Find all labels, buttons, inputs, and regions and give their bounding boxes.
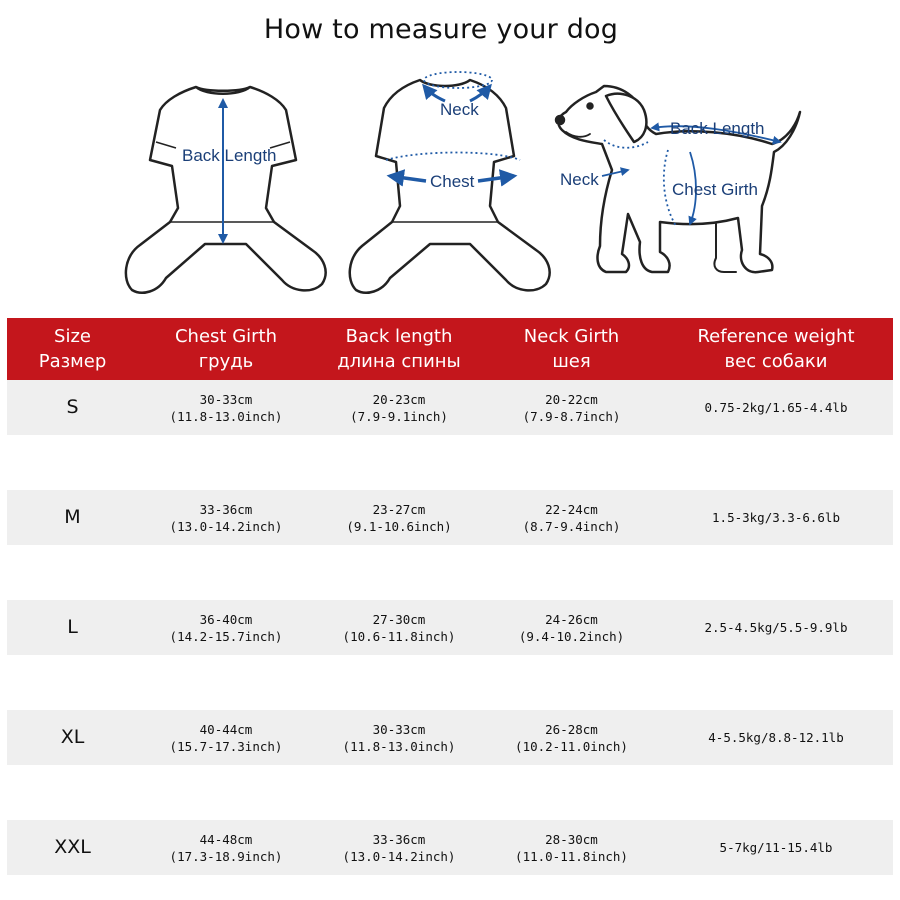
row-gap (7, 545, 893, 600)
row-gap (7, 765, 893, 820)
table-header (7, 318, 893, 380)
header-back-length: Back length длина спины (314, 318, 484, 380)
table-row (7, 490, 893, 545)
neck-cell: 20-22cm (7.9-8.7inch) (484, 380, 659, 435)
dog-back-length-label: Back Length (670, 119, 765, 138)
size-cell: M (7, 490, 138, 545)
chest-cell: 44-48cm (17.3-18.9inch) (138, 820, 314, 875)
dog-chest-girth-label: Chest Girth (672, 180, 758, 199)
measurement-illustrations (0, 0, 900, 310)
size-cell: XXL (7, 820, 138, 875)
header-chest-girth: Chest Girth грудь (138, 318, 314, 380)
table-row (7, 600, 893, 655)
back-cell: 33-36cm (13.0-14.2inch) (314, 820, 484, 875)
neck-cell: 22-24cm (8.7-9.4inch) (484, 490, 659, 545)
neck-cell: 28-30cm (11.0-11.8inch) (484, 820, 659, 875)
weight-cell: 4-5.5kg/8.8-12.1lb (659, 710, 893, 765)
page-title: How to measure your dog (263, 14, 619, 45)
dog-nose (556, 116, 564, 124)
neck-label: Neck (440, 100, 479, 119)
chest-cell: 33-36cm (13.0-14.2inch) (138, 490, 314, 545)
weight-cell: 5-7kg/11-15.4lb (659, 820, 893, 875)
front-back-length-label: Back Length (182, 146, 277, 165)
back-cell: 20-23cm (7.9-9.1inch) (314, 380, 484, 435)
size-cell: S (7, 380, 138, 435)
back-cell: 27-30cm (10.6-11.8inch) (314, 600, 484, 655)
chest-cell: 36-40cm (14.2-15.7inch) (138, 600, 314, 655)
row-gap (7, 655, 893, 710)
weight-cell: 0.75-2kg/1.65-4.4lb (659, 380, 893, 435)
neck-cell: 26-28cm (10.2-11.0inch) (484, 710, 659, 765)
row-gap (7, 435, 893, 490)
back-cell: 23-27cm (9.1-10.6inch) (314, 490, 484, 545)
front-garment-diagram (126, 87, 326, 293)
chest-cell: 40-44cm (15.7-17.3inch) (138, 710, 314, 765)
weight-cell: 1.5-3kg/3.3-6.6lb (659, 490, 893, 545)
dog-eye (588, 104, 593, 109)
chest-cell: 30-33cm (11.8-13.0inch) (138, 380, 314, 435)
weight-cell: 2.5-4.5kg/5.5-9.9lb (659, 600, 893, 655)
chest-label: Chest (430, 172, 475, 191)
neck-cell: 24-26cm (9.4-10.2inch) (484, 600, 659, 655)
header-neck-girth: Neck Girth шея (484, 318, 659, 380)
dog-neck-label: Neck (560, 170, 599, 189)
header-reference-weight: Reference weight вес собаки (659, 318, 893, 380)
illustration-canvas (0, 0, 900, 310)
size-cell: L (7, 600, 138, 655)
table-row (7, 820, 893, 875)
table-row (7, 380, 893, 435)
size-chart-table (7, 318, 893, 875)
front-garment-outline (126, 87, 326, 293)
header-size: Size Размер (7, 318, 138, 380)
table-row (7, 710, 893, 765)
size-cell: XL (7, 710, 138, 765)
back-cell: 30-33cm (11.8-13.0inch) (314, 710, 484, 765)
